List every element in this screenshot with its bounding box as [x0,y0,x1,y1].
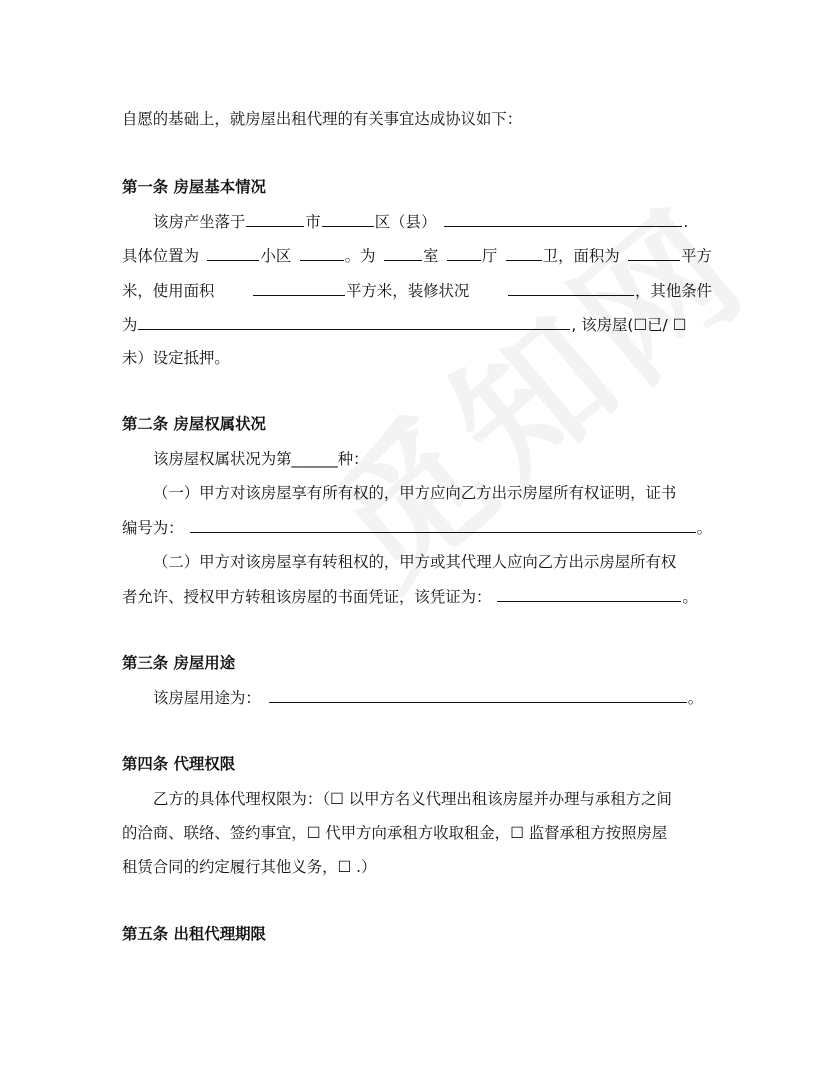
article-4-line-2: 的洽商、联络、签约事宜，☐ 代甲方向承租方收取租金，☐ 监督承租方按照房屋 [122,824,668,842]
decoration-blank [508,277,634,296]
area-blank [628,242,680,261]
other-conditions-blank [138,311,570,330]
city-blank [246,208,304,227]
article-5-title: 第五条 出租代理期限 [122,925,266,943]
article-2-title: 第二条 房屋权属状况 [122,415,266,433]
article-1-line-5: 未）设定抵押。 [122,349,230,367]
article-1-line-3: 米，使用面积 平方米，装修状况 ，其他条件 [122,277,712,303]
article-2-line-5: 者允许、授权甲方转租该房屋的书面凭证，该凭证为： 。 [122,583,712,609]
article-4-line-3: 租赁合同的约定履行其他义务，☐ .） [122,858,377,876]
article-3-line-1: 该房屋用途为： 。 [153,684,712,710]
article-1-line-4: 为 , 该房屋(☐已/ ☐ [122,311,712,337]
usage-blank [269,684,687,703]
room-blank [384,242,422,261]
article-2-line-3: 编号为： 。 [122,514,712,540]
certificate-number-blank [190,514,696,533]
address-blank [444,208,682,227]
district-blank [322,208,374,227]
hall-blank [447,242,481,261]
community-blank [300,242,344,261]
usable-area-blank [253,277,345,296]
article-1-line-2: 具体位置为 小区 。为 室 厅 卫，面积为 平方 [122,242,712,268]
article-1-title: 第一条 房屋基本情况 [122,178,266,196]
article-2-line-1: 该房屋权属状况为第______种： [153,450,369,468]
article-4-title: 第四条 代理权限 [122,755,236,773]
article-1-line-1: 该房产坐落于 市 区（县） . [153,208,712,234]
location-blank [207,242,259,261]
bath-blank [506,242,542,261]
article-3-title: 第三条 房屋用途 [122,654,236,672]
article-4-line-1: 乙方的具体代理权限为：（☐ 以甲方名义代理出租该房屋并办理与承租方之间 [153,790,672,808]
article-2-line-2: （一）甲方对该房屋享有所有权的，甲方应向乙方出示房屋所有权证明，证书 [153,484,677,502]
voucher-blank [497,583,681,602]
intro-line: 自愿的基础上，就房屋出租代理的有关事宜达成协议如下： [122,110,523,128]
article-2-line-4: （二）甲方对该房屋享有转租权的，甲方或其代理人应向乙方出示房屋所有权 [153,553,677,571]
